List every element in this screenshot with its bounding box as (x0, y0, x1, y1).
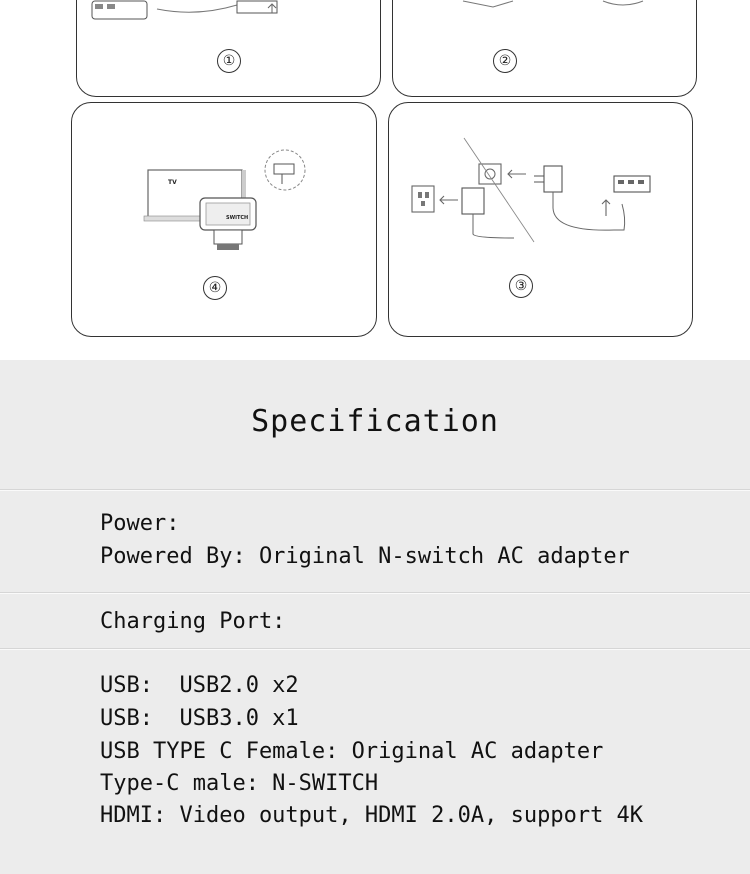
divider (0, 489, 750, 491)
step-number-1: ① (217, 49, 241, 73)
hdmi-line: HDMI: Video output, HDMI 2.0A, support 4K (100, 803, 644, 828)
specification-section (0, 360, 750, 874)
charging-port-label: Charging Port: (100, 609, 286, 634)
divider (0, 592, 750, 594)
step-panel-4 (71, 102, 377, 337)
step-number-3: ③ (509, 274, 533, 298)
powered-by-line: Powered By: Original N-switch AC adapter (100, 544, 630, 569)
tv-label: TV (168, 179, 177, 186)
step-number-2: ② (493, 49, 517, 73)
step-panel-1 (76, 0, 381, 97)
usb2-line: USB: USB2.0 x2 (100, 673, 299, 698)
usb-type-c-line: USB TYPE C Female: Original AC adapter (100, 739, 604, 764)
setup-illustrations (0, 0, 750, 360)
device-illustration (453, 0, 653, 9)
step-number-4: ④ (203, 276, 227, 300)
power-connection-illustration (404, 138, 679, 248)
step-panel-3 (388, 102, 693, 337)
type-c-male-line: Type-C male: N-SWITCH (100, 771, 379, 796)
tv-dock-illustration (142, 148, 322, 258)
step-panel-2 (392, 0, 697, 97)
divider (0, 648, 750, 650)
power-label: Power: (100, 511, 180, 536)
switch-device-label: SWITCH (226, 215, 249, 221)
specification-title: Specification (251, 404, 499, 439)
dock-illustration (87, 1, 367, 21)
usb3-line: USB: USB3.0 x1 (100, 706, 299, 731)
